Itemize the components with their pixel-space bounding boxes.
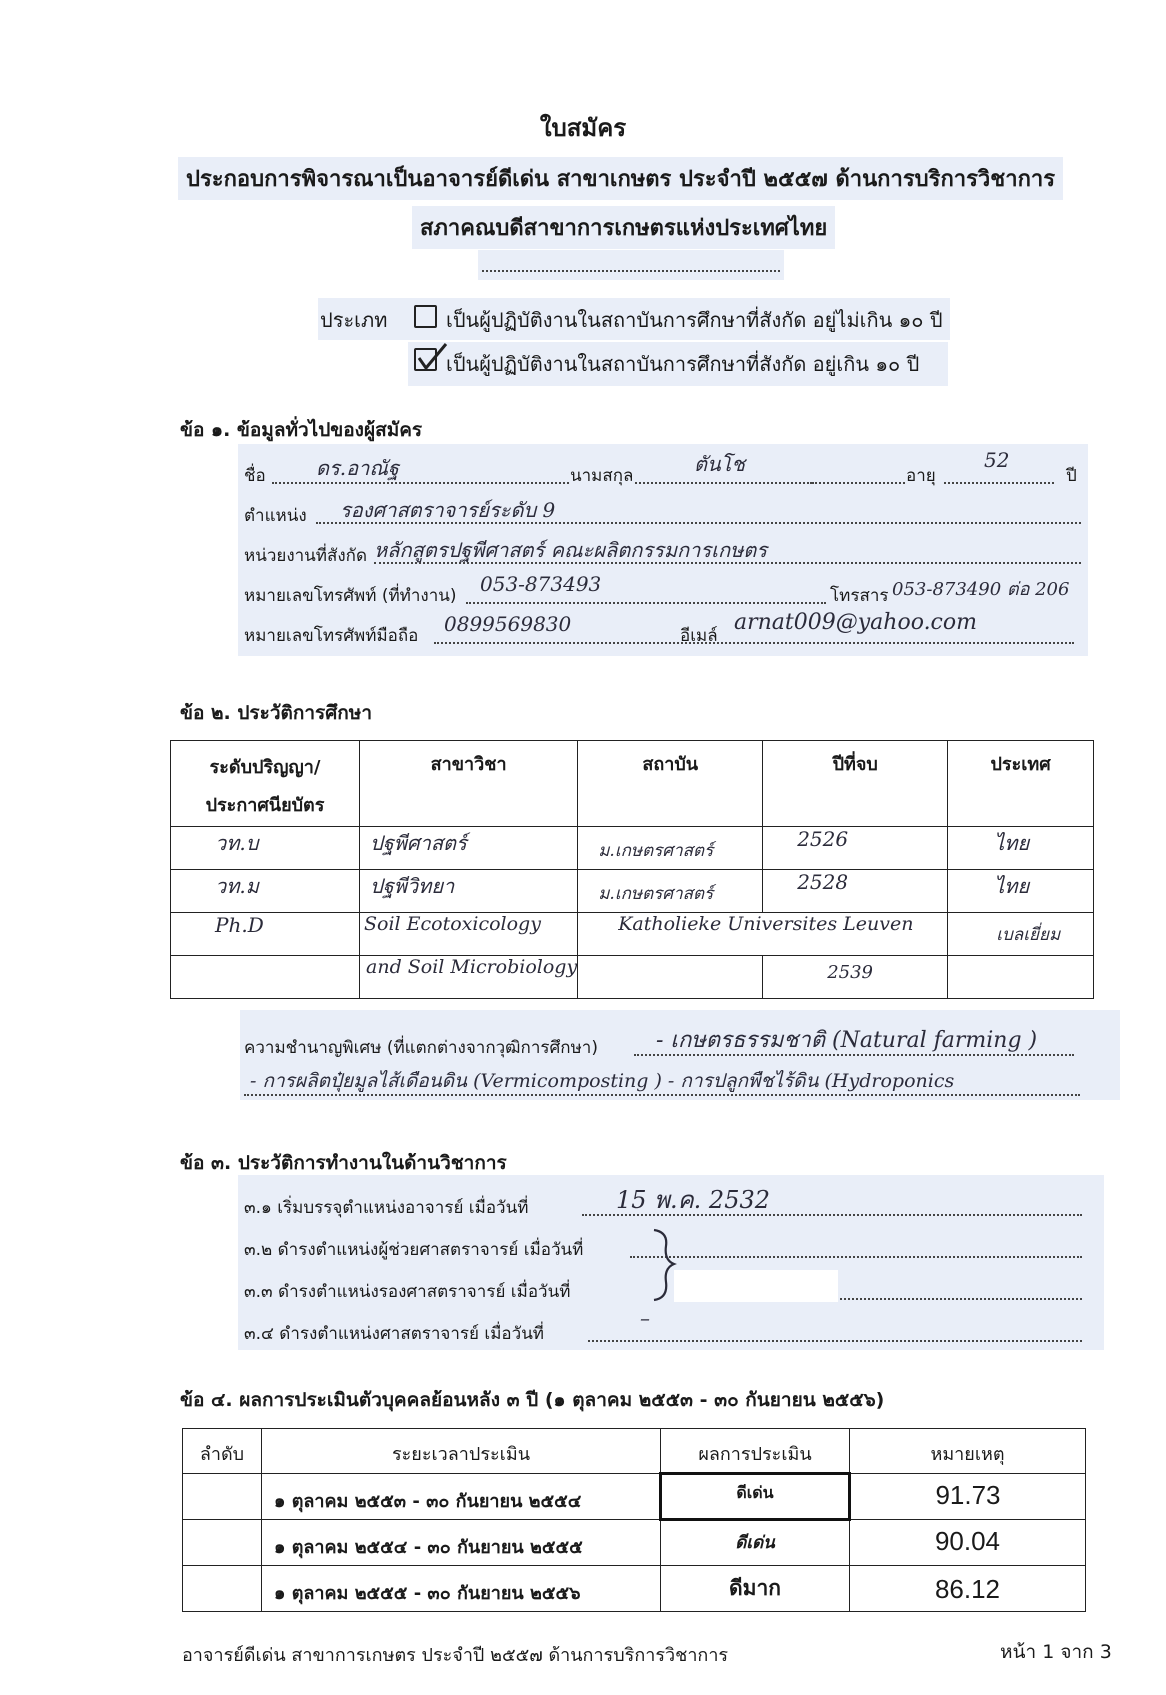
education-header-row: [171, 741, 1094, 827]
office-phone-value[interactable]: 053-873493: [480, 572, 602, 596]
council-name: สภาคณบดีสาขาการเกษตรแห่งประเทศไทย: [412, 206, 835, 249]
education-header-degree: ระดับปริญญา/ ประกาศนียบัตร: [171, 741, 360, 827]
evaluation-result: ดีเด่น: [661, 1520, 850, 1566]
education-cell: Soil Ecotoxicology: [360, 913, 578, 956]
email-label: อีเมล์: [680, 626, 718, 646]
career-item-label: ๓.๑ เริ่มบรรจุตำแหน่งอาจารย์ เมื่อวันที่: [244, 1198, 529, 1218]
checkmark-icon: [414, 342, 450, 374]
education-table: [170, 740, 1094, 999]
career-item-label: ๓.๔ ดำรงตำแหน่งศาสตราจารย์ เมื่อวันที่: [244, 1324, 545, 1344]
education-header-institution: สถาบัน: [578, 741, 763, 827]
age-value[interactable]: 52: [984, 448, 1010, 472]
education-cell: [171, 956, 360, 999]
type-option-1-label: เป็นผู้ปฏิบัติงานในสถาบันการศึกษาที่สังกัด อยู่ไม่เกิน ๑๐ ปี: [446, 308, 943, 332]
header-dotted-line: [478, 250, 784, 280]
phone-row: [244, 570, 1104, 606]
section3-title: ข้อ ๓. ประวัติการทำงานในด้านวิชาการ: [180, 1152, 507, 1174]
evaluation-row: [183, 1566, 1086, 1612]
evaluation-period: ๑ ตุลาคม ๒๕๕๔ - ๓๐ กันยายน ๒๕๕๕: [262, 1520, 661, 1566]
education-cell: ม.เกษตรศาสตร์: [578, 827, 763, 870]
education-cell: Katholieke Universites Leuven: [578, 913, 948, 956]
career-item-value[interactable]: –: [640, 1306, 650, 1330]
evaluation-note: 91.73: [850, 1474, 1086, 1520]
evaluation-period: ๑ ตุลาคม ๒๕๕๓ - ๓๐ กันยายน ๒๕๕๔: [262, 1474, 661, 1520]
career-item-value[interactable]: 15 พ.ค. 2532: [616, 1186, 771, 1214]
name-value[interactable]: ดร.อาณัฐ: [316, 456, 399, 480]
position-label: ตำแหน่ง: [244, 506, 307, 526]
education-cell: เบลเยี่ยม: [948, 913, 1094, 956]
evaluation-note: 86.12: [850, 1566, 1086, 1612]
education-cell: [948, 956, 1094, 999]
evaluation-header-row: [183, 1429, 1086, 1474]
type-option-2-label: เป็นผู้ปฏิบัติงานในสถาบันการศึกษาที่สังกัด อยู่เกิน ๑๐ ปี: [446, 352, 920, 376]
education-row: [171, 827, 1094, 870]
evaluation-header-result: ผลการประเมิน: [661, 1429, 850, 1474]
surname-value[interactable]: ตันโช: [694, 452, 745, 476]
type-label: ประเภท: [320, 308, 388, 332]
type-option-1-checkbox[interactable]: [414, 305, 437, 328]
evaluation-no: [183, 1566, 262, 1612]
type-section: [318, 298, 958, 388]
education-header-year: ปีที่จบ: [763, 741, 948, 827]
career-item: [244, 1306, 1084, 1346]
education-header-field: สาขาวิชา: [360, 741, 578, 827]
name-row: [244, 450, 1084, 486]
age-unit: ปี: [1066, 466, 1077, 486]
brace-icon: [650, 1226, 680, 1304]
organization-value[interactable]: หลักสูตรปฐพีศาสตร์ คณะผลิตกรรมการเกษตร: [374, 538, 767, 562]
education-cell: and Soil Microbiology: [360, 956, 578, 999]
form-title: ใบสมัคร: [539, 114, 627, 142]
mobile-row: [244, 610, 1104, 650]
education-cell: ไทย: [948, 870, 1094, 913]
education-cell: [578, 956, 763, 999]
footer-left: อาจารย์ดีเด่น สาขาการเกษตร ประจำปี ๒๕๕๗ ด้านการบริการวิชาการ: [182, 1645, 729, 1666]
expertise-label: ความชำนาญพิเศษ (ที่แตกต่างจากวุฒิการศึกษา): [244, 1038, 598, 1058]
position-value[interactable]: รองศาสตราจารย์ระดับ 9: [340, 498, 556, 522]
evaluation-row: [183, 1474, 1086, 1520]
evaluation-header-period: ระยะเวลาประเมิน: [262, 1429, 661, 1474]
mobile-value[interactable]: 0899569830: [444, 612, 572, 636]
form-subtitle: ประกอบการพิจารณาเป็นอาจารย์ดีเด่น สาขาเกษตร ประจำปี ๒๕๕๗ ด้านการบริการวิชาการ: [178, 157, 1063, 200]
organization-row: [244, 530, 1084, 566]
education-cell: วท.บ: [171, 827, 360, 870]
education-cell: ปฐพีวิทยา: [360, 870, 578, 913]
evaluation-row: [183, 1520, 1086, 1566]
education-cell: 2539: [763, 956, 948, 999]
education-cell: ปฐพีศาสตร์: [360, 827, 578, 870]
expertise-value-1[interactable]: - เกษตรธรรมชาติ (Natural farming ): [656, 1028, 1038, 1053]
email-value[interactable]: arnat009@yahoo.com: [734, 610, 977, 635]
evaluation-header-note: หมายเหตุ: [850, 1429, 1086, 1474]
education-row: [171, 956, 1094, 999]
education-cell: ม.เกษตรศาสตร์: [578, 870, 763, 913]
age-label: อายุ: [906, 462, 936, 489]
evaluation-result: ดีมาก: [661, 1566, 850, 1612]
education-cell: Ph.D: [171, 913, 360, 956]
fax-label: โทรสาร: [830, 586, 889, 606]
education-cell: 2526: [763, 827, 948, 870]
education-row: [171, 913, 1094, 956]
section4-title: ข้อ ๔. ผลการประเมินตัวบุคคลย้อนหลัง ๓ ปี (๑ ตุลาคม ๒๕๕๓ - ๓๐ กันยายน ๒๕๕๖): [180, 1389, 885, 1411]
section1-title: ข้อ ๑. ข้อมูลทั่วไปของผู้สมัคร: [180, 419, 423, 441]
mobile-label: หมายเลขโทรศัพท์มือถือ: [244, 626, 419, 646]
evaluation-no: [183, 1520, 262, 1566]
organization-label: หน่วยงานที่สังกัด: [244, 546, 368, 566]
footer-page-number: หน้า 1 จาก 3: [1000, 1641, 1112, 1663]
section2-title: ข้อ ๒. ประวัติการศึกษา: [180, 702, 372, 724]
evaluation-header-no: ลำดับ: [183, 1429, 262, 1474]
surname-label: นามสกุล: [570, 462, 633, 489]
position-row: [244, 490, 1084, 526]
evaluation-table: [182, 1428, 1086, 1612]
expertise-value-2[interactable]: - การผลิตปุ๋ยมูลไส้เดือนดิน (Vermicomposting ) - การปลูกพืชไร้ดิน (Hydroponics: [250, 1070, 955, 1092]
career-item-label: ๓.๒ ดำรงตำแหน่งผู้ช่วยศาสตราจารย์ เมื่อวันที่: [244, 1240, 584, 1260]
office-phone-label: หมายเลขโทรศัพท์ (ที่ทำงาน): [244, 586, 457, 606]
evaluation-no: [183, 1474, 262, 1520]
expertise-row: [244, 1018, 1114, 1058]
name-label: ชื่อ: [244, 466, 266, 486]
evaluation-note: 90.04: [850, 1520, 1086, 1566]
education-cell: 2528: [763, 870, 948, 913]
career-item-label: ๓.๓ ดำรงตำแหน่งรองศาสตราจารย์ เมื่อวันที่: [244, 1282, 571, 1302]
evaluation-period: ๑ ตุลาคม ๒๕๕๕ - ๓๐ กันยายน ๒๕๕๖: [262, 1566, 661, 1612]
evaluation-result: ดีเด่น: [661, 1474, 850, 1520]
expertise-row-2: [244, 1058, 1124, 1098]
education-row: [171, 870, 1094, 913]
education-cell: วท.ม: [171, 870, 360, 913]
fax-value[interactable]: 053-873490 ต่อ 206: [892, 579, 1070, 600]
education-cell: ไทย: [948, 827, 1094, 870]
education-header-country: ประเทศ: [948, 741, 1094, 827]
career-item: [244, 1180, 1084, 1220]
